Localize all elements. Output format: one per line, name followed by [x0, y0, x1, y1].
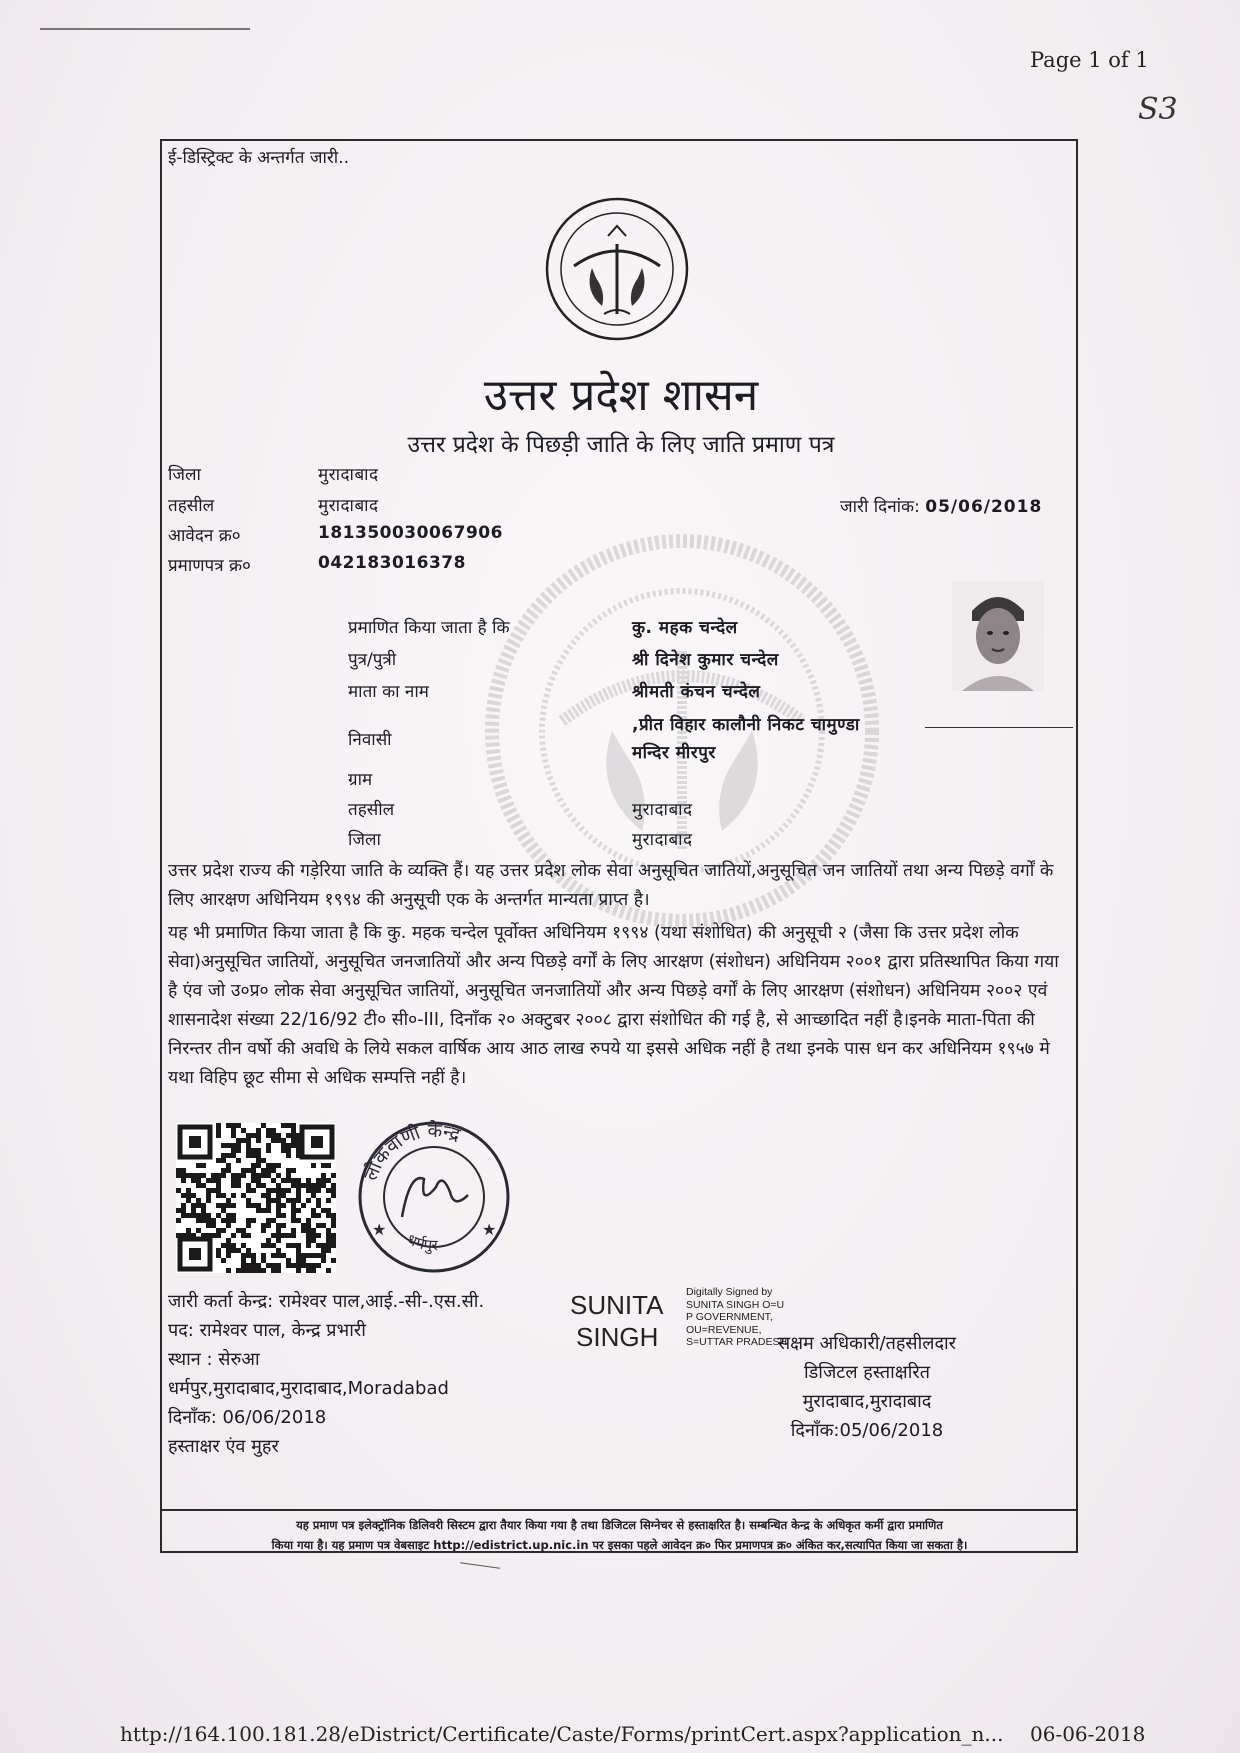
applicant-name: कु. महक चन्देल: [632, 618, 738, 638]
father-name: श्री दिनेश कुमार चन्देल: [632, 650, 779, 670]
certificate-no-value: 042183016378: [318, 553, 466, 573]
footer-line-2: किया गया है। यह प्रमाण पत्र वेबसाइट http://edistrict.up.nic.in पर इसका पहले आवेदन क्र० फिर प्रमाणपत्र क्र० अंकित कर,सत्यापित किया जा सकता है।: [271, 1538, 968, 1552]
resident-label: निवासी: [348, 730, 392, 750]
svg-text:धर्मपुर: [404, 1230, 438, 1255]
caste-paragraph: उत्तर प्रदेश राज्य की गड़ेरिया जाति के व्यक्ति हैं। यह उत्तर प्रदेश लोक सेवा अनुसूचित जातियों,अनुसूचित जन जातियों तथा अन्य पिछड़े वर्गों के लिए आरक्षण अधिनियम १९९४ की अनुसूची एक के अन्तर्गत मान्यता प्राप्त है।: [168, 861, 1054, 910]
signer-last-name: SINGH: [576, 1322, 659, 1352]
tehsil-label: तहसील: [168, 496, 215, 516]
issuer-date: दिनाँक: 06/06/2018: [168, 1407, 327, 1428]
certificate-no-label: प्रमाणपत्र क्र०: [168, 556, 251, 576]
village-label: ग्राम: [348, 770, 373, 790]
officer-digitally-signed: डिजिटल हस्ताक्षरित: [804, 1362, 930, 1383]
son-daughter-label: पुत्र/पुत्री: [348, 650, 397, 670]
issuer-place: स्थान : सेरुआ: [168, 1349, 260, 1370]
footer-line-1: यह प्रमाण पत्र इलेक्ट्रॉनिक डिलिवरी सिस्टम द्वारा तैयार किया गया है तथा डिजिटल सिग्नेचर से हस्ताक्षरित है। सम्बन्धित केन्द्र के अधिकृत कर्मी द्वारा प्रमाणित: [296, 1518, 943, 1532]
signature-and-seal-label: हस्ताक्षर एंव मुहर: [168, 1436, 279, 1457]
certificate-subtitle: उत्तर प्रदेश के पिछड़ी जाति के लिए जाति प्रमाण पत्र: [407, 432, 835, 458]
digi-line: P GOVERNMENT,: [686, 1311, 773, 1323]
issuing-centre: जारी कर्ता केन्द्र: रामेश्वर पाल,आई.-सी-.एस.सी.: [168, 1291, 485, 1312]
svg-text:★: ★: [372, 1220, 387, 1239]
issued-under-text: ई-डिस्ट्रिक्ट के अन्तर्गत जारी..: [168, 148, 350, 168]
stamp-top-text: लोकवाणी केन्द्र: [359, 1119, 463, 1184]
svg-text:★: ★: [482, 1220, 497, 1239]
print-date: 06-06-2018: [1030, 1722, 1146, 1746]
digi-line: SUNITA SINGH O=U: [686, 1298, 785, 1311]
district-detail-value: मुरादाबाद: [632, 830, 693, 850]
issuer-address: धर्मपुर,मुरादाबाद,मुरादाबाद,Moradabad: [168, 1378, 449, 1399]
tehsil-value: मुरादाबाद: [318, 496, 379, 516]
digi-line: Digitally Signed by: [686, 1286, 773, 1298]
digi-line: S=UTTAR PRADESH: [686, 1336, 788, 1348]
mother-name: श्रीमती कंचन चन्देल: [632, 682, 761, 702]
certificate-title: उत्तर प्रदेश शासन: [483, 370, 759, 421]
address-line-2: मन्दिर मीरपुर: [632, 743, 716, 763]
top-rule: [40, 28, 250, 30]
officer-date: दिनाँक:05/06/2018: [790, 1420, 944, 1441]
footer-divider: [162, 1509, 1076, 1511]
issue-date-label: जारी दिनांक:: [840, 497, 920, 517]
svg-text:लोकवाणी केन्द्र: [359, 1119, 464, 1184]
district-label: जिला: [168, 465, 201, 485]
stamp-bottom-text: धर्मपुर: [404, 1230, 438, 1255]
issue-date-value: 05/06/2018: [925, 497, 1043, 517]
applicant-photo: [952, 581, 1044, 691]
qr-code: [176, 1123, 336, 1273]
eligibility-paragraph: यह भी प्रमाणित किया जाता है कि कु. महक चन्देल पूर्वोक्त अधिनियम १९९४ (यथा संशोधित) की अनुसूची २ (जैसा कि उत्तर प्रदेश लोक सेवा)अनुसूचित जातियों, अनुसूचित जनजातियों और अन्य पिछड़े वर्गों के लिए आरक्षण (संशोधन) अधिनियम २००१ द्वारा प्रतिस्थापित किया गया है एंव जो उ०प्र० लोक सेवा अनुसूचित जातियों, अनुसूचित जनजातियों और अन्य पिछड़े वर्गों के लिए आरक्षण (संशोधन) अधिनियम २००२ एवं शासनादेश संख्या 22/16/92 टी० सी०-III, दिनाँक २० अक्टुबर २००८ द्वारा संशोधित की गई है, से आच्छादित नहीं है।इनके माता-पिता की निरन्तर तीन वर्षो की अवधि के लिये सकल वार्षिक आय आठ लाख रुपये या इससे अधिक नहीं है तथा इनके पास धन कर अधिनियम १९५७ मे यथा विहिप छूट सीमा से अधिक सम्पत्ति नहीं है।: [168, 923, 1059, 1088]
issue-date: [840, 494, 1042, 517]
tehsil-detail-label: तहसील: [348, 800, 395, 820]
digital-signature-name: [570, 1289, 663, 1353]
signer-first-name: SUNITA: [570, 1290, 664, 1320]
district-detail-label: जिला: [348, 830, 381, 850]
page-number: Page 1 of 1: [1030, 48, 1149, 72]
application-no-label: आवेदन क्र०: [168, 526, 241, 546]
issuer-designation: पद: रामेश्वर पाल, केन्द्र प्रभारी: [168, 1320, 366, 1341]
lokvani-kendra-stamp: [350, 1117, 518, 1277]
mother-name-label: माता का नाम: [348, 682, 429, 702]
print-url: http://164.100.181.28/eDistrict/Certificate/Caste/Forms/printCert.aspx?application_n...: [120, 1722, 1004, 1746]
uttar-pradesh-emblem-icon: [544, 196, 690, 342]
certified-label: प्रमाणित किया जाता है कि: [348, 618, 510, 638]
district-value: मुरादाबाद: [318, 465, 379, 485]
officer-title: सक्षम अधिकारी/तहसीलदार: [777, 1333, 957, 1354]
officer-location: मुरादाबाद,मुरादाबाद: [802, 1391, 932, 1412]
certificate-frame: [160, 139, 1078, 1553]
application-no-value: 181350030067906: [318, 523, 503, 543]
photo-underline: [925, 727, 1073, 728]
tehsil-detail-value: मुरादाबाद: [632, 800, 693, 820]
handwritten-mark: S3: [1138, 92, 1178, 127]
address-line-1: ,प्रीत विहार कालौनी निकट चामुण्डा: [632, 715, 860, 735]
digi-line: OU=REVENUE,: [686, 1323, 762, 1336]
